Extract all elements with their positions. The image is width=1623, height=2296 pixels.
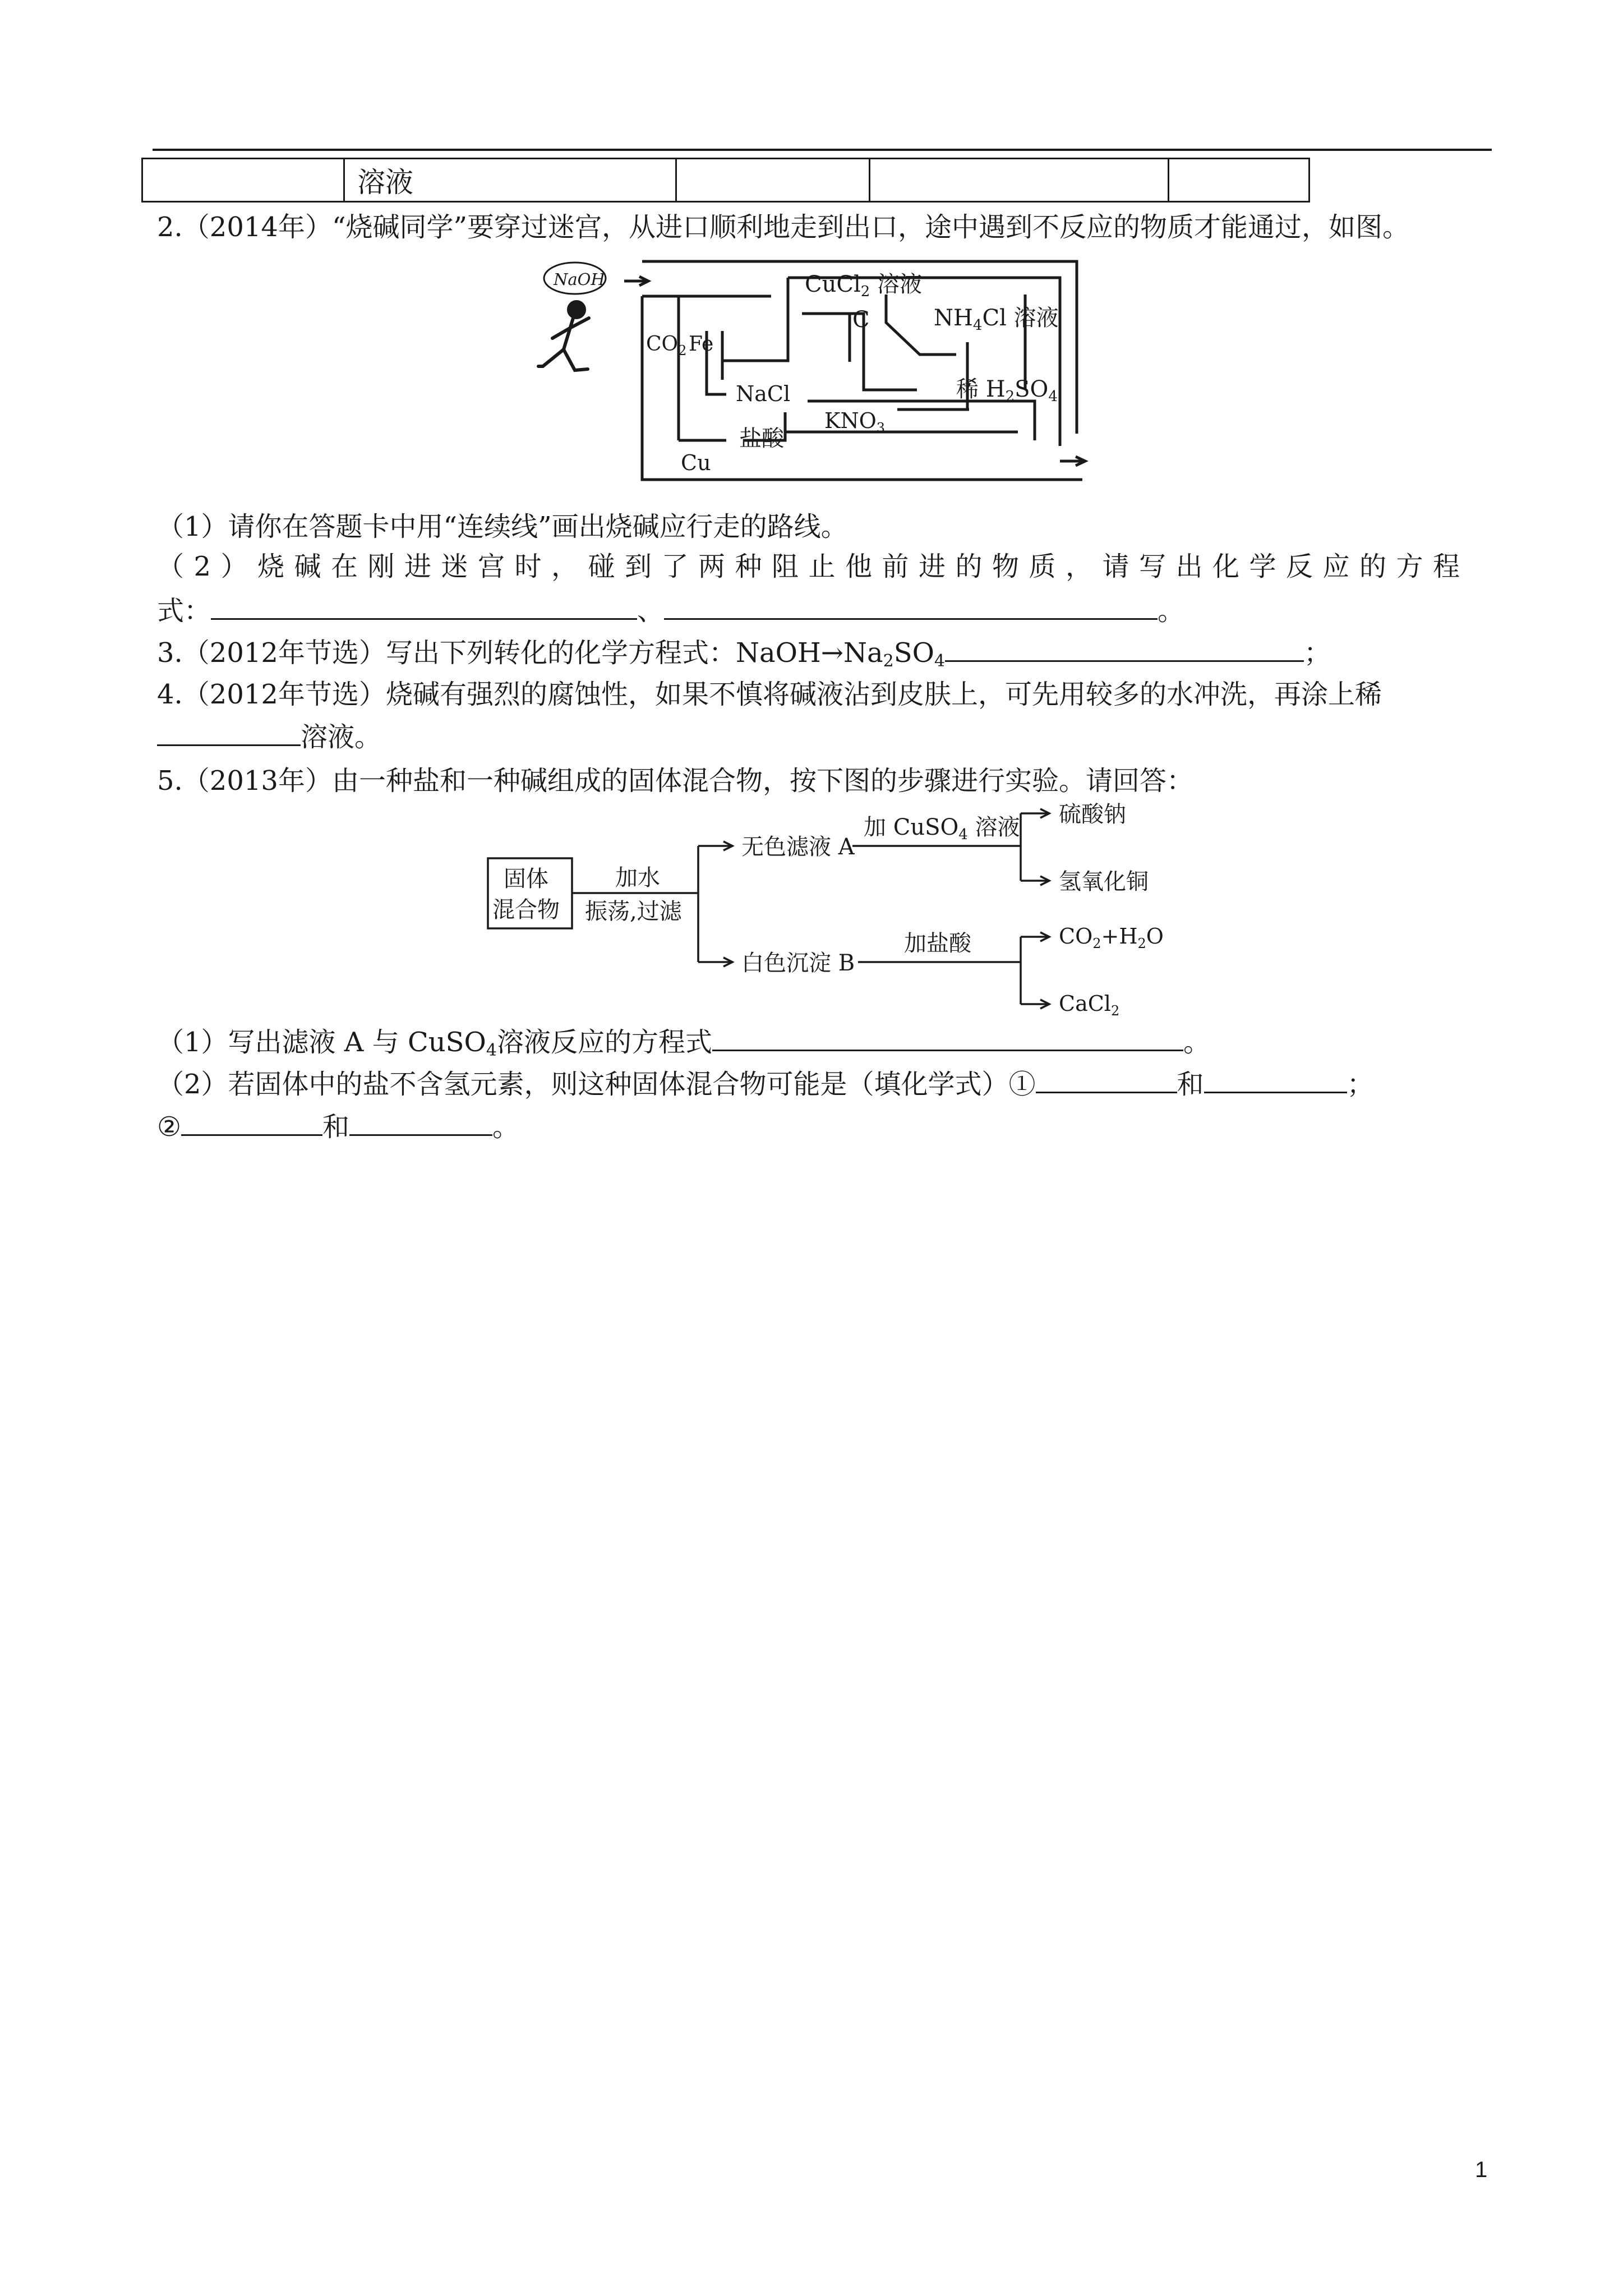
q4-suffix: 溶液。 [301, 721, 382, 753]
q5-sub1-mid: 溶液反应的方程式 [496, 1027, 712, 1058]
q3-stem: 3.（2012年节选）写出下列转化的化学方程式：NaOH→Na [157, 637, 883, 669]
answer-table-fragment [141, 158, 1310, 203]
answer-blank [181, 1110, 322, 1136]
page-number: 1 [1475, 2157, 1488, 2182]
step1-bottom: 振荡,过滤 [585, 899, 682, 924]
q2-sub2-line1: （2）烧碱在刚进迷宫时，碰到了两种阻止他前进的物质，请写出化学反应的方程 [157, 551, 1470, 582]
label-nacl: NaCl [736, 381, 791, 406]
q5-end2: 。 [492, 1111, 520, 1143]
q5-sub1-sub: 4 [486, 1041, 497, 1060]
table-cell [870, 159, 1169, 202]
q3-sub: 2 [883, 651, 894, 671]
q3-text [157, 636, 1331, 670]
q3-mid: SO [893, 637, 934, 669]
q3-end: ； [1304, 637, 1331, 669]
label-cucl2: CuCl$_2$ 溶液 [805, 272, 923, 300]
product-sodium-sulfate: 硫酸钠 [1059, 802, 1126, 827]
label-cu: Cu [681, 450, 711, 475]
table-cell [142, 159, 344, 202]
q2-sub2-prefix: 式： [157, 595, 211, 627]
product-copper-hydroxide: 氢氧化铜 [1059, 869, 1149, 895]
answer-blank [157, 720, 301, 746]
q2-sub2-line2 [157, 593, 1184, 628]
answer-blank [349, 1110, 492, 1136]
product-co2-h2o: $CO_2+H_2O$ [1059, 924, 1164, 951]
label-hcl: 盐酸 [739, 426, 784, 452]
product-cacl2: CaCl$_2$ [1059, 991, 1120, 1019]
reagent-hcl: 加盐酸 [904, 931, 971, 956]
q5-stem: 5.（2013年）由一种盐和一种碱组成的固体混合物，按下图的步骤进行实验。请回答： [157, 765, 1193, 797]
q5-sub2-line2 [157, 1110, 519, 1144]
q5-sub1-prefix: （1）写出滤液 A 与 CuSO [157, 1027, 486, 1058]
header-rule [153, 149, 1492, 151]
q2-stem: 2.（2014年）“烧碱同学”要穿过迷宫，从进口顺利地走到出口，途中遇到不反应的物质才能通过，如图。 [157, 211, 1410, 243]
q5-and2: 和 [322, 1111, 350, 1143]
runner-figure [538, 263, 606, 370]
table-cell [1169, 159, 1310, 202]
precipitate-b: 白色沉淀 B [741, 950, 855, 976]
label-c: C [852, 307, 870, 333]
q2-sub2-end: 。 [1158, 595, 1185, 627]
q4-line2 [157, 720, 381, 754]
answer-blank [211, 593, 637, 620]
answer-blank [1204, 1067, 1347, 1093]
table-row [142, 159, 1310, 202]
label-nh4cl: $NH_4Cl$ 溶液 [934, 305, 1059, 334]
label-fe: Fe [689, 333, 714, 356]
q5-sub1 [157, 1025, 1210, 1059]
q5-sub2 [157, 1067, 1374, 1101]
maze-figure [533, 255, 1110, 491]
q2-sub2-sep: 、 [637, 595, 665, 627]
label-kno3: $KNO_3$ [824, 408, 886, 436]
q5-sub2-prefix: （2）若固体中的盐不含氢元素，则这种固体混合物可能是（填化学式）① [157, 1069, 1036, 1100]
q5-semi: ； [1347, 1069, 1374, 1100]
label-h2so4: 稀 $H_2SO_4$ [956, 376, 1058, 405]
answer-blank [712, 1025, 1183, 1051]
box-line1: 固体 [504, 866, 548, 892]
reagent-cuso4: 加 CuSO$_4$ 溶液 [864, 815, 1020, 843]
box-line2: 混合物 [492, 897, 560, 923]
q5-and1: 和 [1177, 1069, 1204, 1100]
filtrate-a: 无色滤液 A [741, 834, 855, 860]
table-cell: 溶液 [344, 159, 676, 202]
q4-line1: 4.（2012年节选）烧碱有强烈的腐蚀性，如果不慎将碱液沾到皮肤上，可先用较多的水冲洗，再涂上稀 [157, 679, 1382, 710]
answer-blank [1036, 1067, 1177, 1093]
flow-diagram [482, 797, 1189, 1032]
answer-blank [945, 636, 1304, 662]
step1-top: 加水 [615, 865, 660, 891]
answer-blank [664, 593, 1158, 620]
q5-line2-prefix: ② [157, 1111, 182, 1143]
q3-sub2: 4 [934, 651, 946, 671]
q5-sub1-end: 。 [1183, 1027, 1210, 1058]
q2-sub1: （1）请你在答题卡中用“连续线”画出烧碱应行走的路线。 [157, 511, 848, 542]
table-cell [676, 159, 870, 202]
label-co2: $CO_2$ [646, 333, 687, 358]
naoh-label: NaOH [554, 270, 605, 289]
